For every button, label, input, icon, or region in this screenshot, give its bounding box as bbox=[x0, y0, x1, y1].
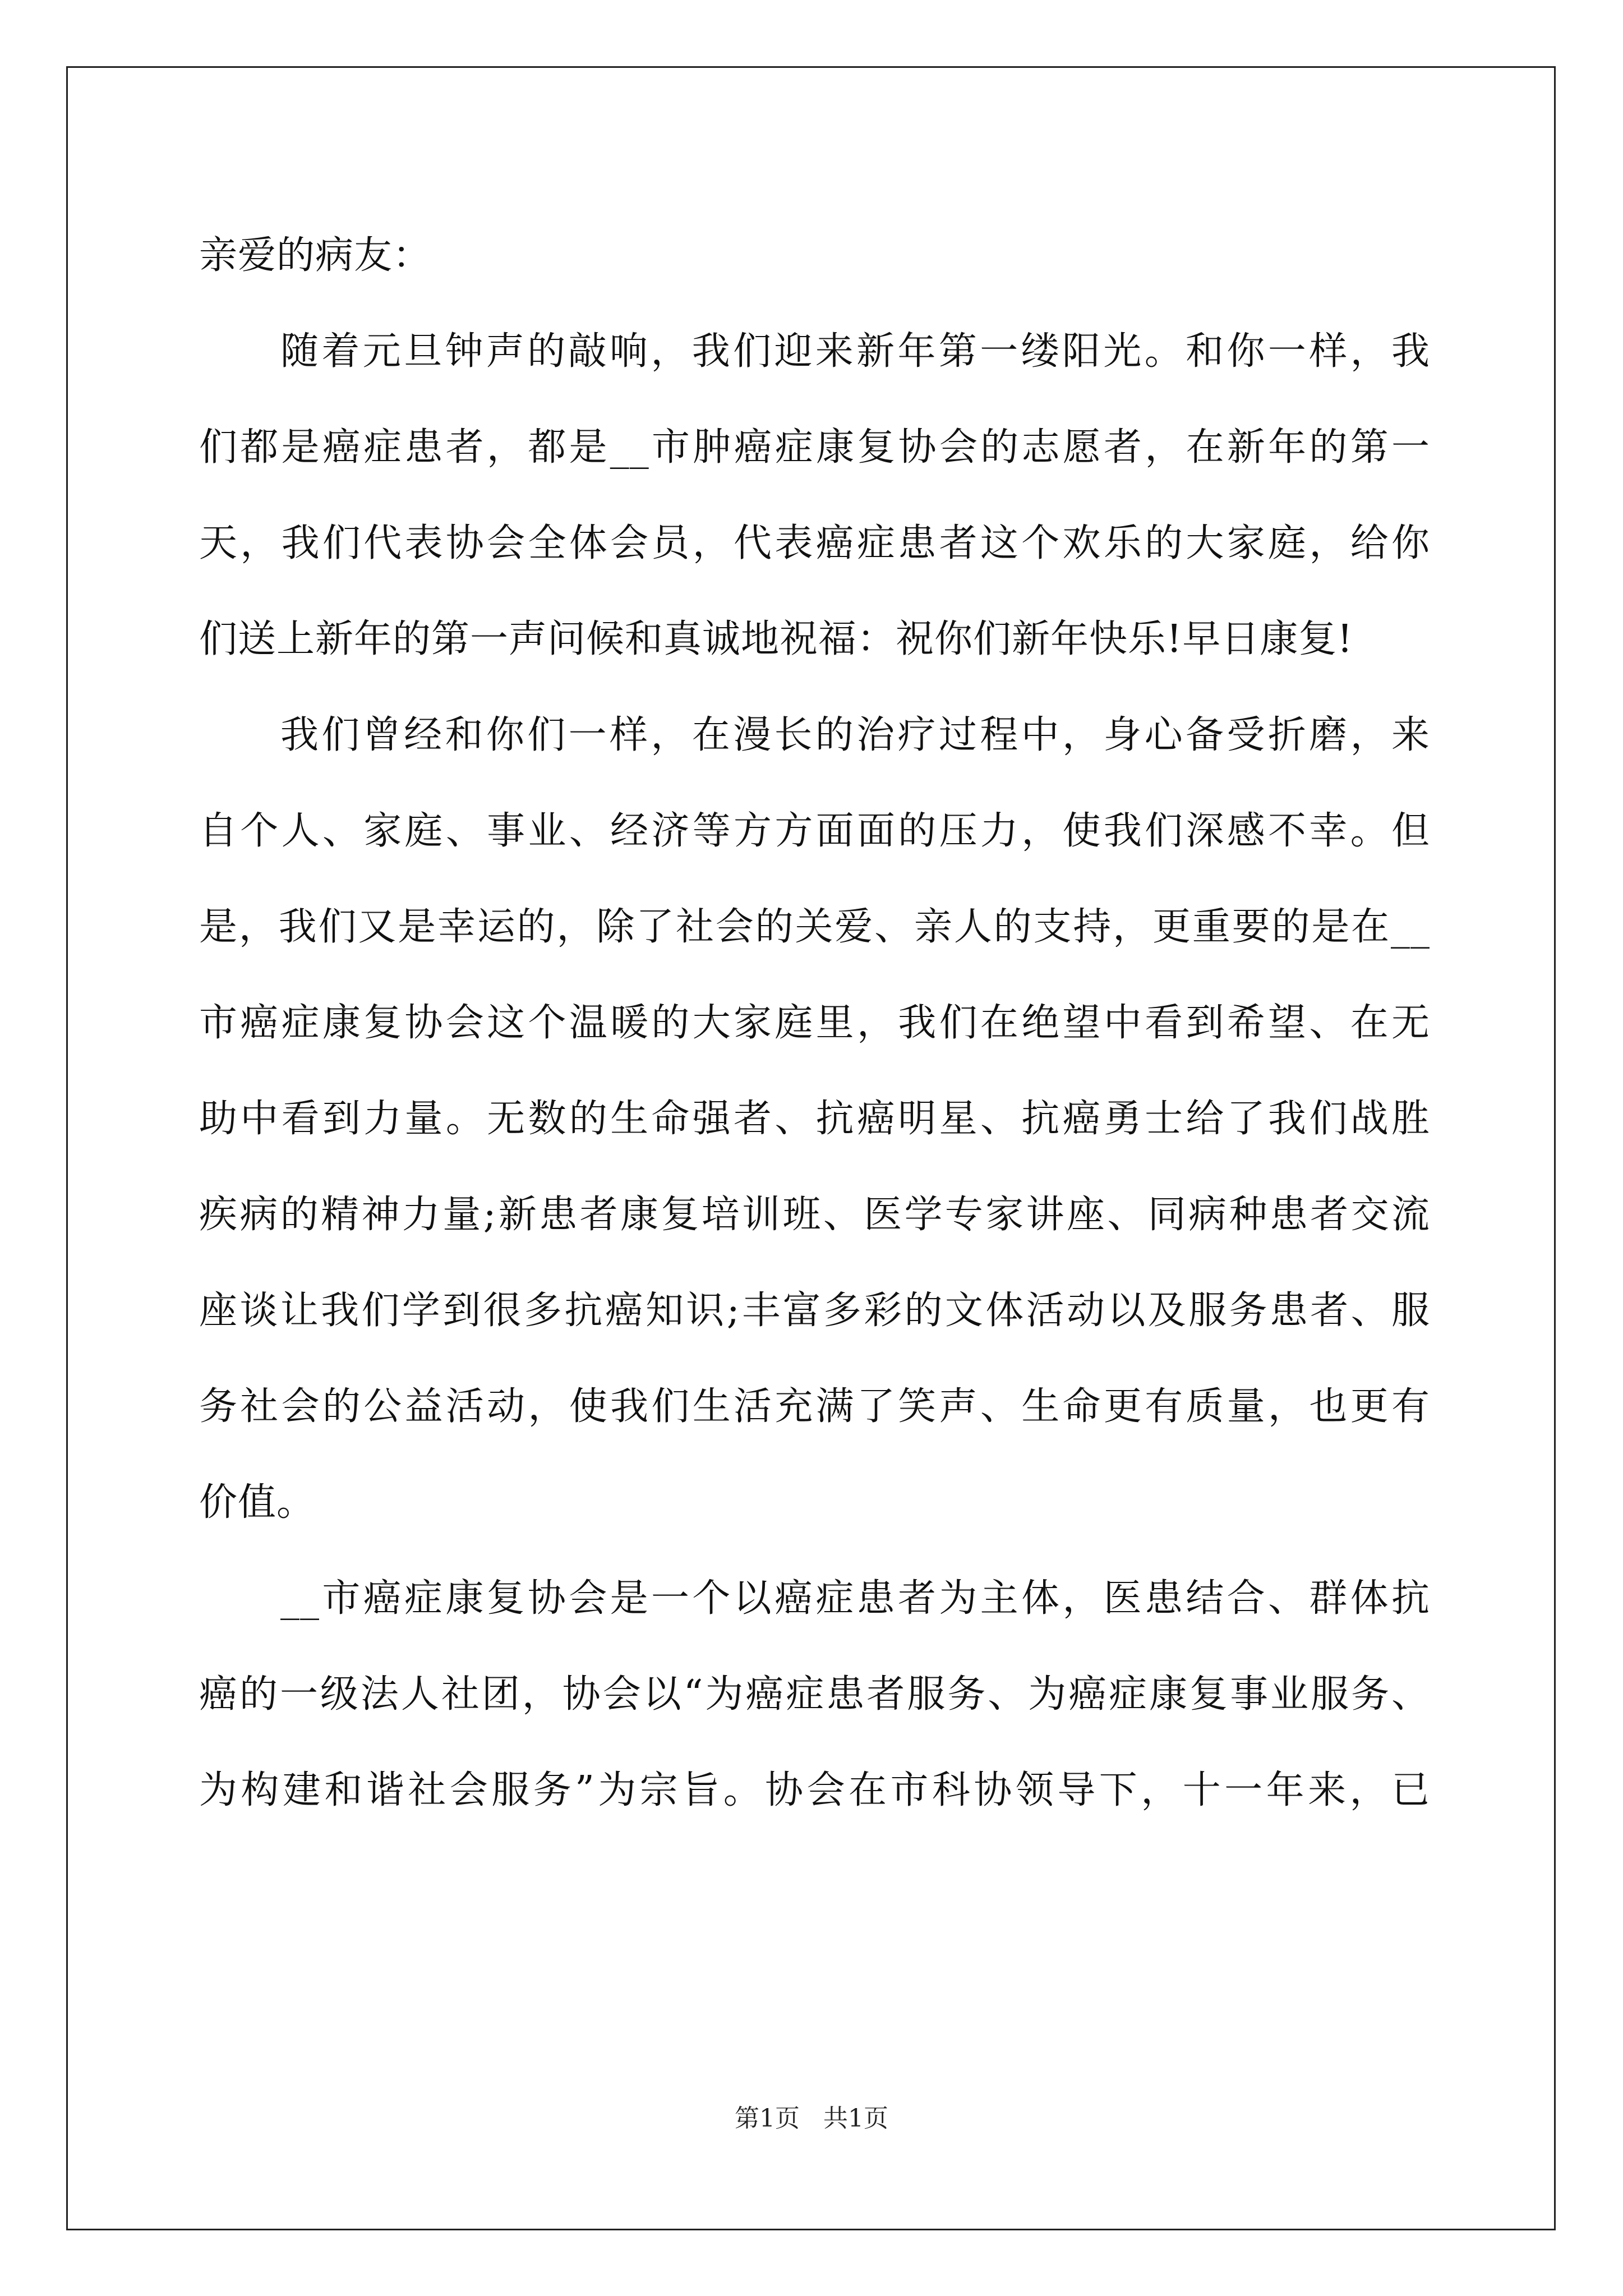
text-line: 座谈让我们学到很多抗癌知识;丰富多彩的文体活动以及服务患者、服 bbox=[199, 1289, 1430, 1333]
text-line: 务社会的公益活动，使我们生活充满了笑声、生命更有质量，也更有 bbox=[199, 1384, 1430, 1429]
text-line: 市癌症康复协会这个温暖的大家庭里，我们在绝望中看到希望、在无 bbox=[199, 1001, 1430, 1045]
letter-body bbox=[199, 208, 1430, 1838]
text-line: 们都是癌症患者，都是__市肿癌症康复协会的志愿者，在新年的第一 bbox=[199, 425, 1430, 470]
text-line: 助中看到力量。无数的生命强者、抗癌明星、抗癌勇士给了我们战胜 bbox=[199, 1097, 1430, 1141]
salutation: 亲爱的病友： bbox=[199, 233, 432, 278]
text-line: 癌的一级法人社团，协会以“为癌症患者服务、为癌症康复事业服务、 bbox=[199, 1672, 1430, 1717]
text-line: 自个人、家庭、事业、经济等方方面面的压力，使我们深感不幸。但 bbox=[199, 809, 1430, 853]
page-number-total: 共1页 bbox=[823, 2104, 888, 2133]
page-number-current: 第1页 bbox=[735, 2104, 800, 2133]
text-line: 们送上新年的第一声问候和真诚地祝福：祝你们新年快乐!早日康复! bbox=[199, 617, 1353, 661]
text-line: __市癌症康复协会是一个以癌症患者为主体，医患结合、群体抗 bbox=[280, 1576, 1430, 1621]
page-footer bbox=[0, 2098, 1623, 2134]
text-line: 我们曾经和你们一样，在漫长的治疗过程中，身心备受折磨，来 bbox=[280, 713, 1430, 757]
text-line: 天，我们代表协会全体会员，代表癌症患者这个欢乐的大家庭，给你 bbox=[199, 521, 1430, 565]
text-line: 疾病的精神力量;新患者康复培训班、医学专家讲座、同病种患者交流 bbox=[199, 1193, 1430, 1237]
text-line: 价值。 bbox=[199, 1480, 316, 1525]
text-line: 为构建和谐社会服务”为宗旨。协会在市科协领导下，十一年来，已 bbox=[199, 1768, 1430, 1812]
text-line: 随着元旦钟声的敲响，我们迎来新年第一缕阳光。和你一样，我 bbox=[280, 329, 1430, 374]
text-line: 是，我们又是幸运的，除了社会的关爱、亲人的支持，更重要的是在__ bbox=[199, 905, 1430, 949]
